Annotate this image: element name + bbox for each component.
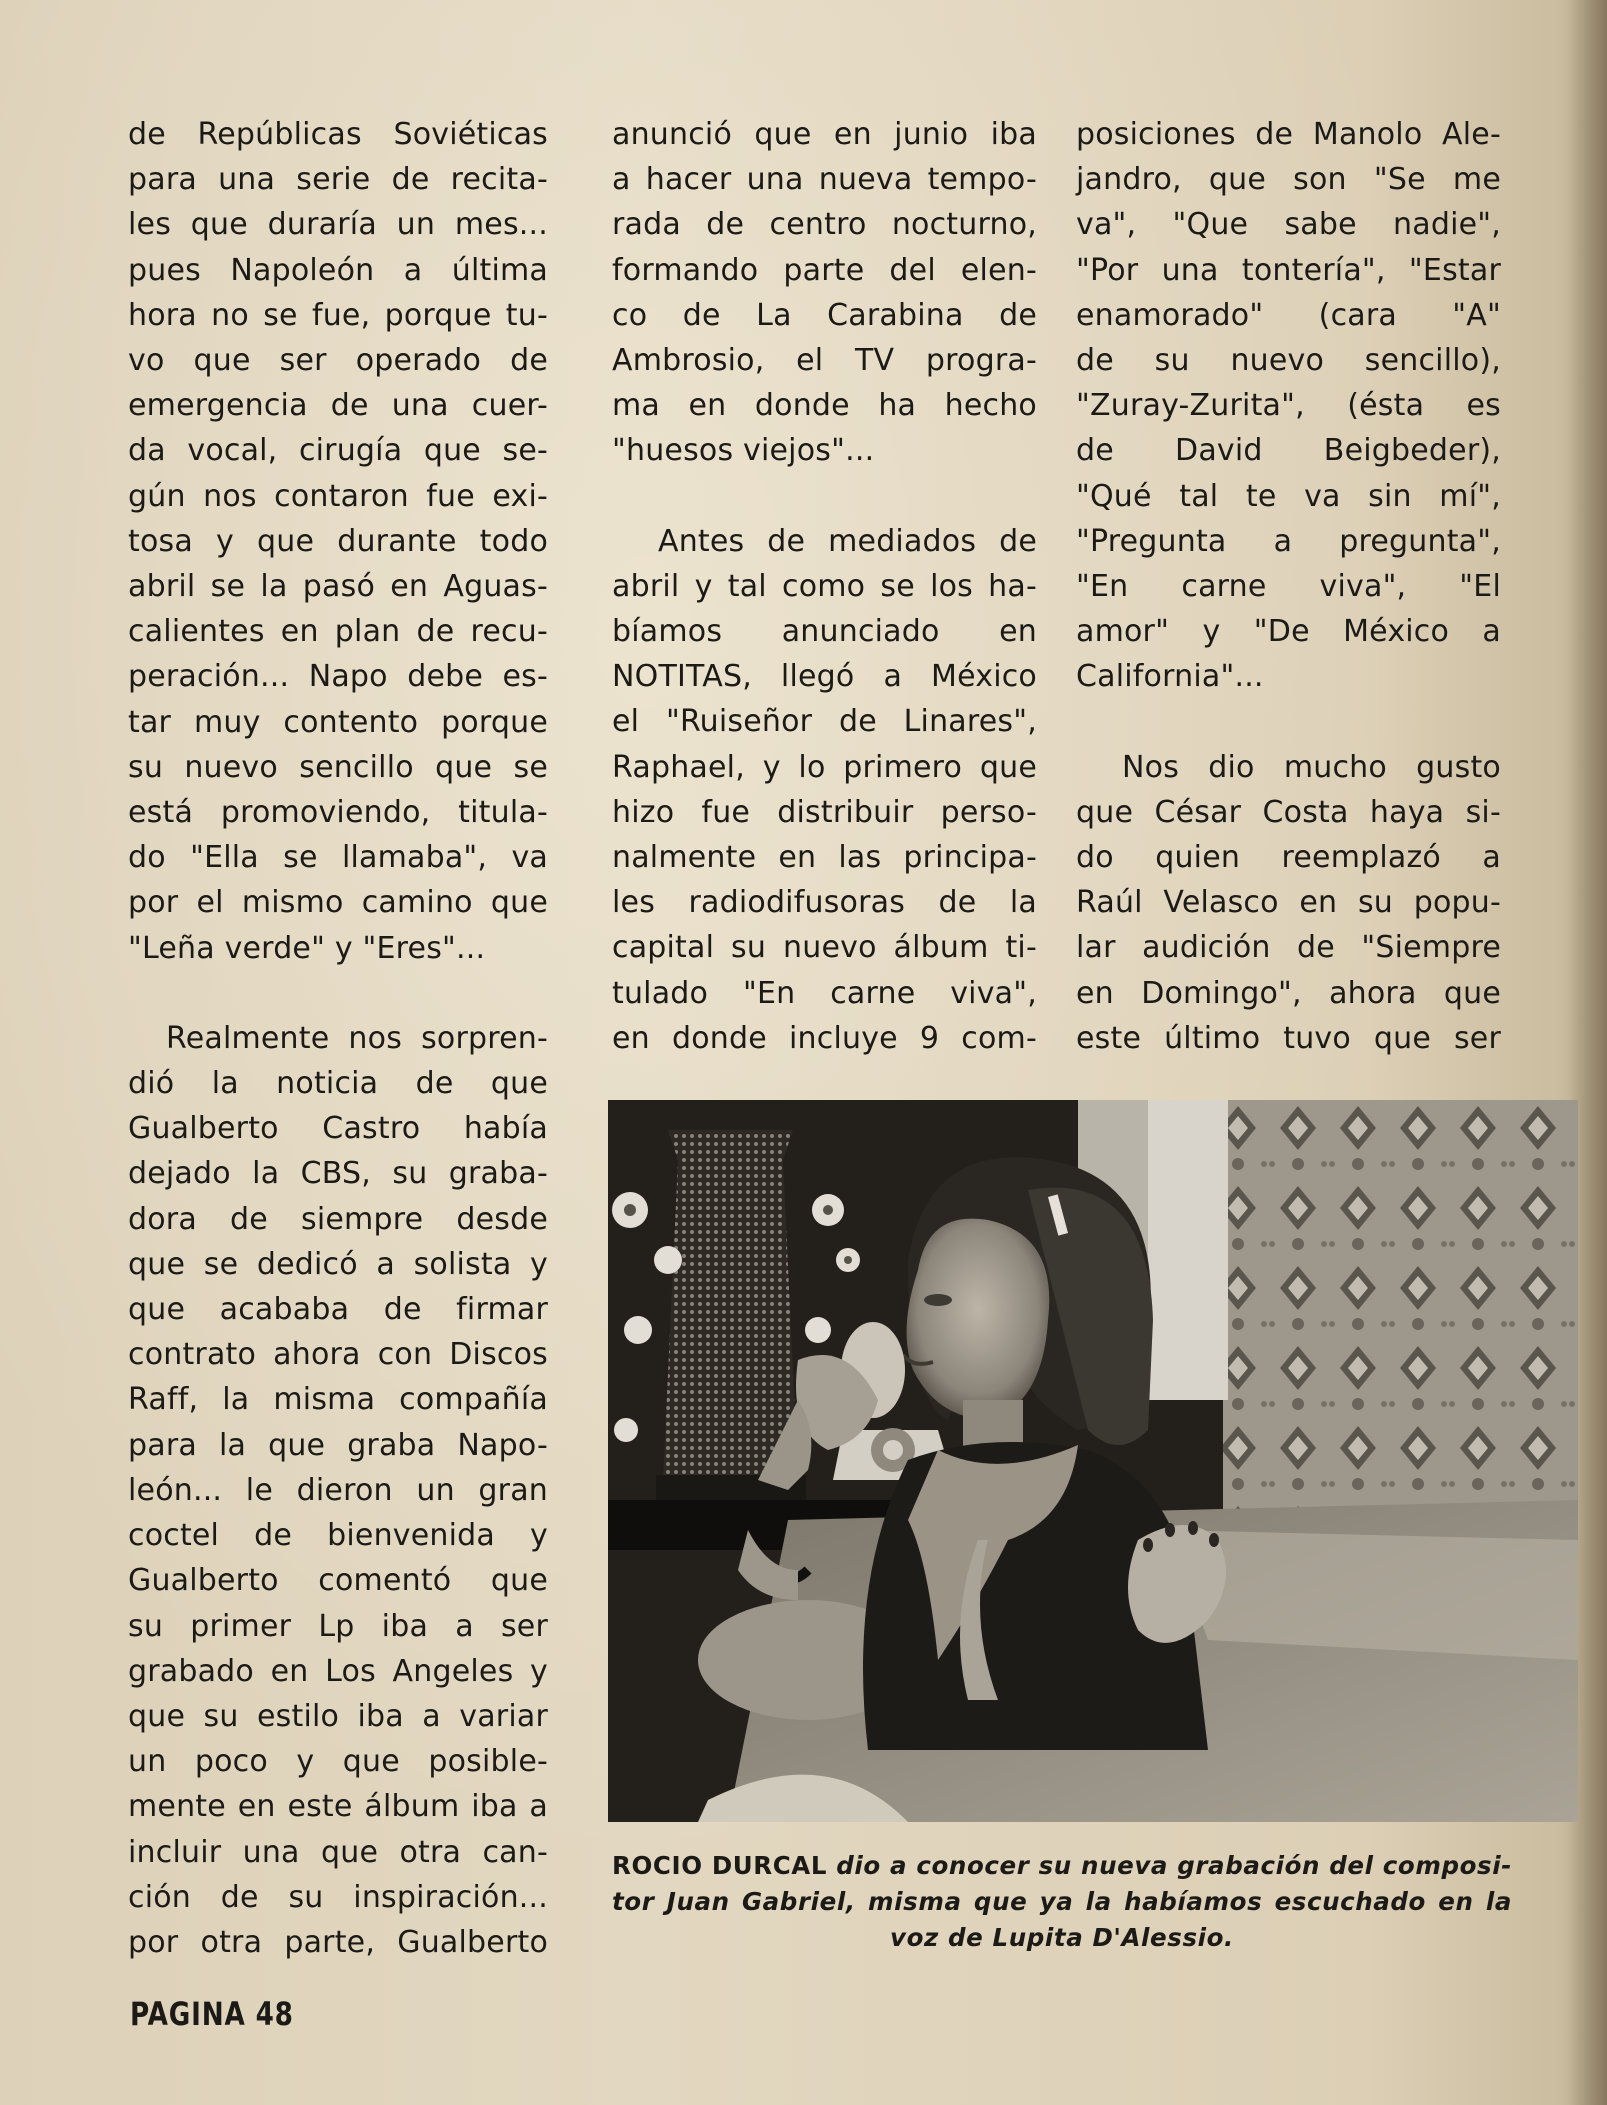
text-line: California"... (1076, 659, 1264, 695)
text-line: pues Napoleón a última (128, 252, 548, 288)
text-line: Raff, la misma compañía (128, 1382, 548, 1418)
paragraph (128, 112, 548, 971)
text-line: "En carne viva", "El (1076, 569, 1501, 605)
text-column-1 (128, 112, 548, 1965)
text-line: en donde incluye 9 com- (612, 1020, 1037, 1056)
text-line: dora de siempre desde (128, 1201, 548, 1237)
text-line: grabado en Los Angeles y (128, 1653, 548, 1689)
text-line: contrato ahora con Discos (128, 1337, 548, 1373)
text-line: formando parte del elen- (612, 252, 1037, 288)
text-line: co de La Carabina de (612, 297, 1037, 333)
paragraph (612, 112, 1037, 474)
text-line: jandro, que son "Se me (1076, 162, 1501, 198)
text-line: abril se la pasó en Aguas- (128, 569, 548, 605)
text-line: ma en donde ha hecho (612, 388, 1037, 424)
text-line: Nos dio mucho gusto (1122, 749, 1501, 785)
text-line: va", "Que sabe nadie", (1076, 207, 1501, 243)
text-line: de Repúblicas Soviéticas (128, 117, 548, 152)
text-line: este último tuvo que ser (1076, 1020, 1501, 1056)
caption-line: voz de Lupita D'Alessio. (890, 1923, 1234, 1952)
text-line: emergencia de una cuer- (128, 388, 548, 424)
caption-text: dio a conocer su nueva grabación del composi- (827, 1851, 1513, 1880)
text-line: de David Beigbeder), (1076, 433, 1501, 469)
text-line: Gualberto comentó que (128, 1563, 548, 1599)
text-line: vo que ser operado de (128, 343, 548, 379)
text-line: su nuevo sencillo que se (128, 749, 548, 785)
caption-name: ROCIO DURCAL (612, 1851, 828, 1880)
paragraph (612, 519, 1037, 1061)
text-line: en Domingo", ahora que (1076, 975, 1501, 1011)
text-line: a hacer una nueva tempo- (612, 162, 1037, 198)
text-line: que su estilo iba a variar (128, 1698, 548, 1734)
text-line: rada de centro nocturno, (612, 207, 1037, 243)
text-line: nalmente en las principa- (612, 840, 1037, 876)
text-line: capital su nuevo álbum ti- (612, 930, 1037, 966)
text-line: les que duraría un mes... (128, 207, 548, 243)
text-line: posiciones de Manolo Ale- (1076, 117, 1501, 152)
text-column-3 (1076, 112, 1501, 1061)
text-line: "huesos viejos"... (612, 433, 875, 469)
caption-line (612, 1848, 1512, 1884)
text-line: Gualberto Castro había (128, 1111, 548, 1147)
text-line: anunció que en junio iba (612, 117, 1037, 152)
text-line: el "Ruiseñor de Linares", (612, 704, 1037, 740)
text-line: Raphael, y lo primero que (612, 749, 1037, 785)
text-line: dió la noticia de que (128, 1066, 548, 1102)
text-line: hora no se fue, porque tu- (128, 297, 548, 333)
text-line: dejado la CBS, su graba- (128, 1156, 548, 1192)
text-line: tosa y que durante todo (128, 523, 548, 559)
paragraph (1076, 745, 1501, 1061)
text-line: abril y tal como se los ha- (612, 568, 1037, 604)
text-line: Ambrosio, el TV progra- (612, 343, 1037, 379)
text-line: do quien reemplazó a (1076, 840, 1501, 876)
text-line: un poco y que posible- (128, 1744, 548, 1780)
text-line: da vocal, cirugía que se- (128, 433, 548, 469)
text-line: tar muy contento porque (128, 704, 548, 740)
text-line: tulado "En carne viva", (612, 975, 1037, 1011)
text-line: enamorado" (cara "A" (1076, 297, 1501, 333)
text-line: Raúl Velasco en su popu- (1076, 885, 1501, 921)
text-line: lar audición de "Siempre (1076, 930, 1501, 966)
text-line: Realmente nos sorpren- (166, 1020, 548, 1056)
text-line: NOTITAS, llegó a México (612, 659, 1037, 695)
text-line: calientes en plan de recu- (128, 614, 548, 650)
text-line: do "Ella se llamaba", va (128, 840, 548, 876)
text-line: incluir una que otra can- (128, 1834, 548, 1870)
text-line: mente en este álbum iba a (128, 1789, 548, 1825)
text-line: hizo fue distribuir perso- (612, 794, 1037, 830)
text-line: león... le dieron un gran (128, 1472, 548, 1508)
text-line: "Zuray-Zurita", (ésta es (1076, 388, 1501, 424)
text-line: "Por una tontería", "Estar (1076, 252, 1501, 288)
text-column-2 (612, 112, 1037, 1061)
text-line: coctel de bienvenida y (128, 1518, 548, 1554)
text-line: bíamos anunciado en (612, 614, 1037, 650)
text-line: para una serie de recita- (128, 162, 548, 198)
text-line: que acababa de firmar (128, 1292, 548, 1328)
text-line: ción de su inspiración... (128, 1879, 548, 1915)
text-line: amor" y "De México a (1076, 614, 1501, 650)
paragraph (128, 1016, 548, 1965)
article-photo (608, 1100, 1578, 1822)
text-line: Antes de mediados de (658, 523, 1037, 559)
text-line: su primer Lp iba a ser (128, 1608, 548, 1644)
text-line: por el mismo camino que (128, 885, 548, 921)
text-line: que César Costa haya si- (1076, 794, 1501, 830)
text-line: por otra parte, Gualberto (128, 1924, 548, 1960)
text-line: gún nos contaron fue exi- (128, 478, 548, 514)
text-line: que se dedicó a solista y (128, 1246, 548, 1282)
text-line: para la que graba Napo- (128, 1427, 548, 1463)
text-line: "Pregunta a pregunta", (1076, 523, 1501, 559)
page-number: PAGINA 48 (130, 1995, 294, 2033)
text-line: "Leña verde" y "Eres"... (128, 930, 486, 966)
text-line: peración... Napo debe es- (128, 659, 548, 695)
text-line: les radiodifusoras de la (612, 885, 1037, 921)
caption-line: tor Juan Gabriel, misma que ya la habíamos escuchado en la (612, 1887, 1512, 1916)
photo-caption (612, 1848, 1512, 1956)
paragraph (1076, 112, 1501, 700)
text-line: está promoviendo, titula- (128, 795, 548, 831)
text-line: de su nuevo sencillo), (1076, 343, 1501, 379)
text-line: "Qué tal te va sin mí", (1076, 478, 1501, 514)
